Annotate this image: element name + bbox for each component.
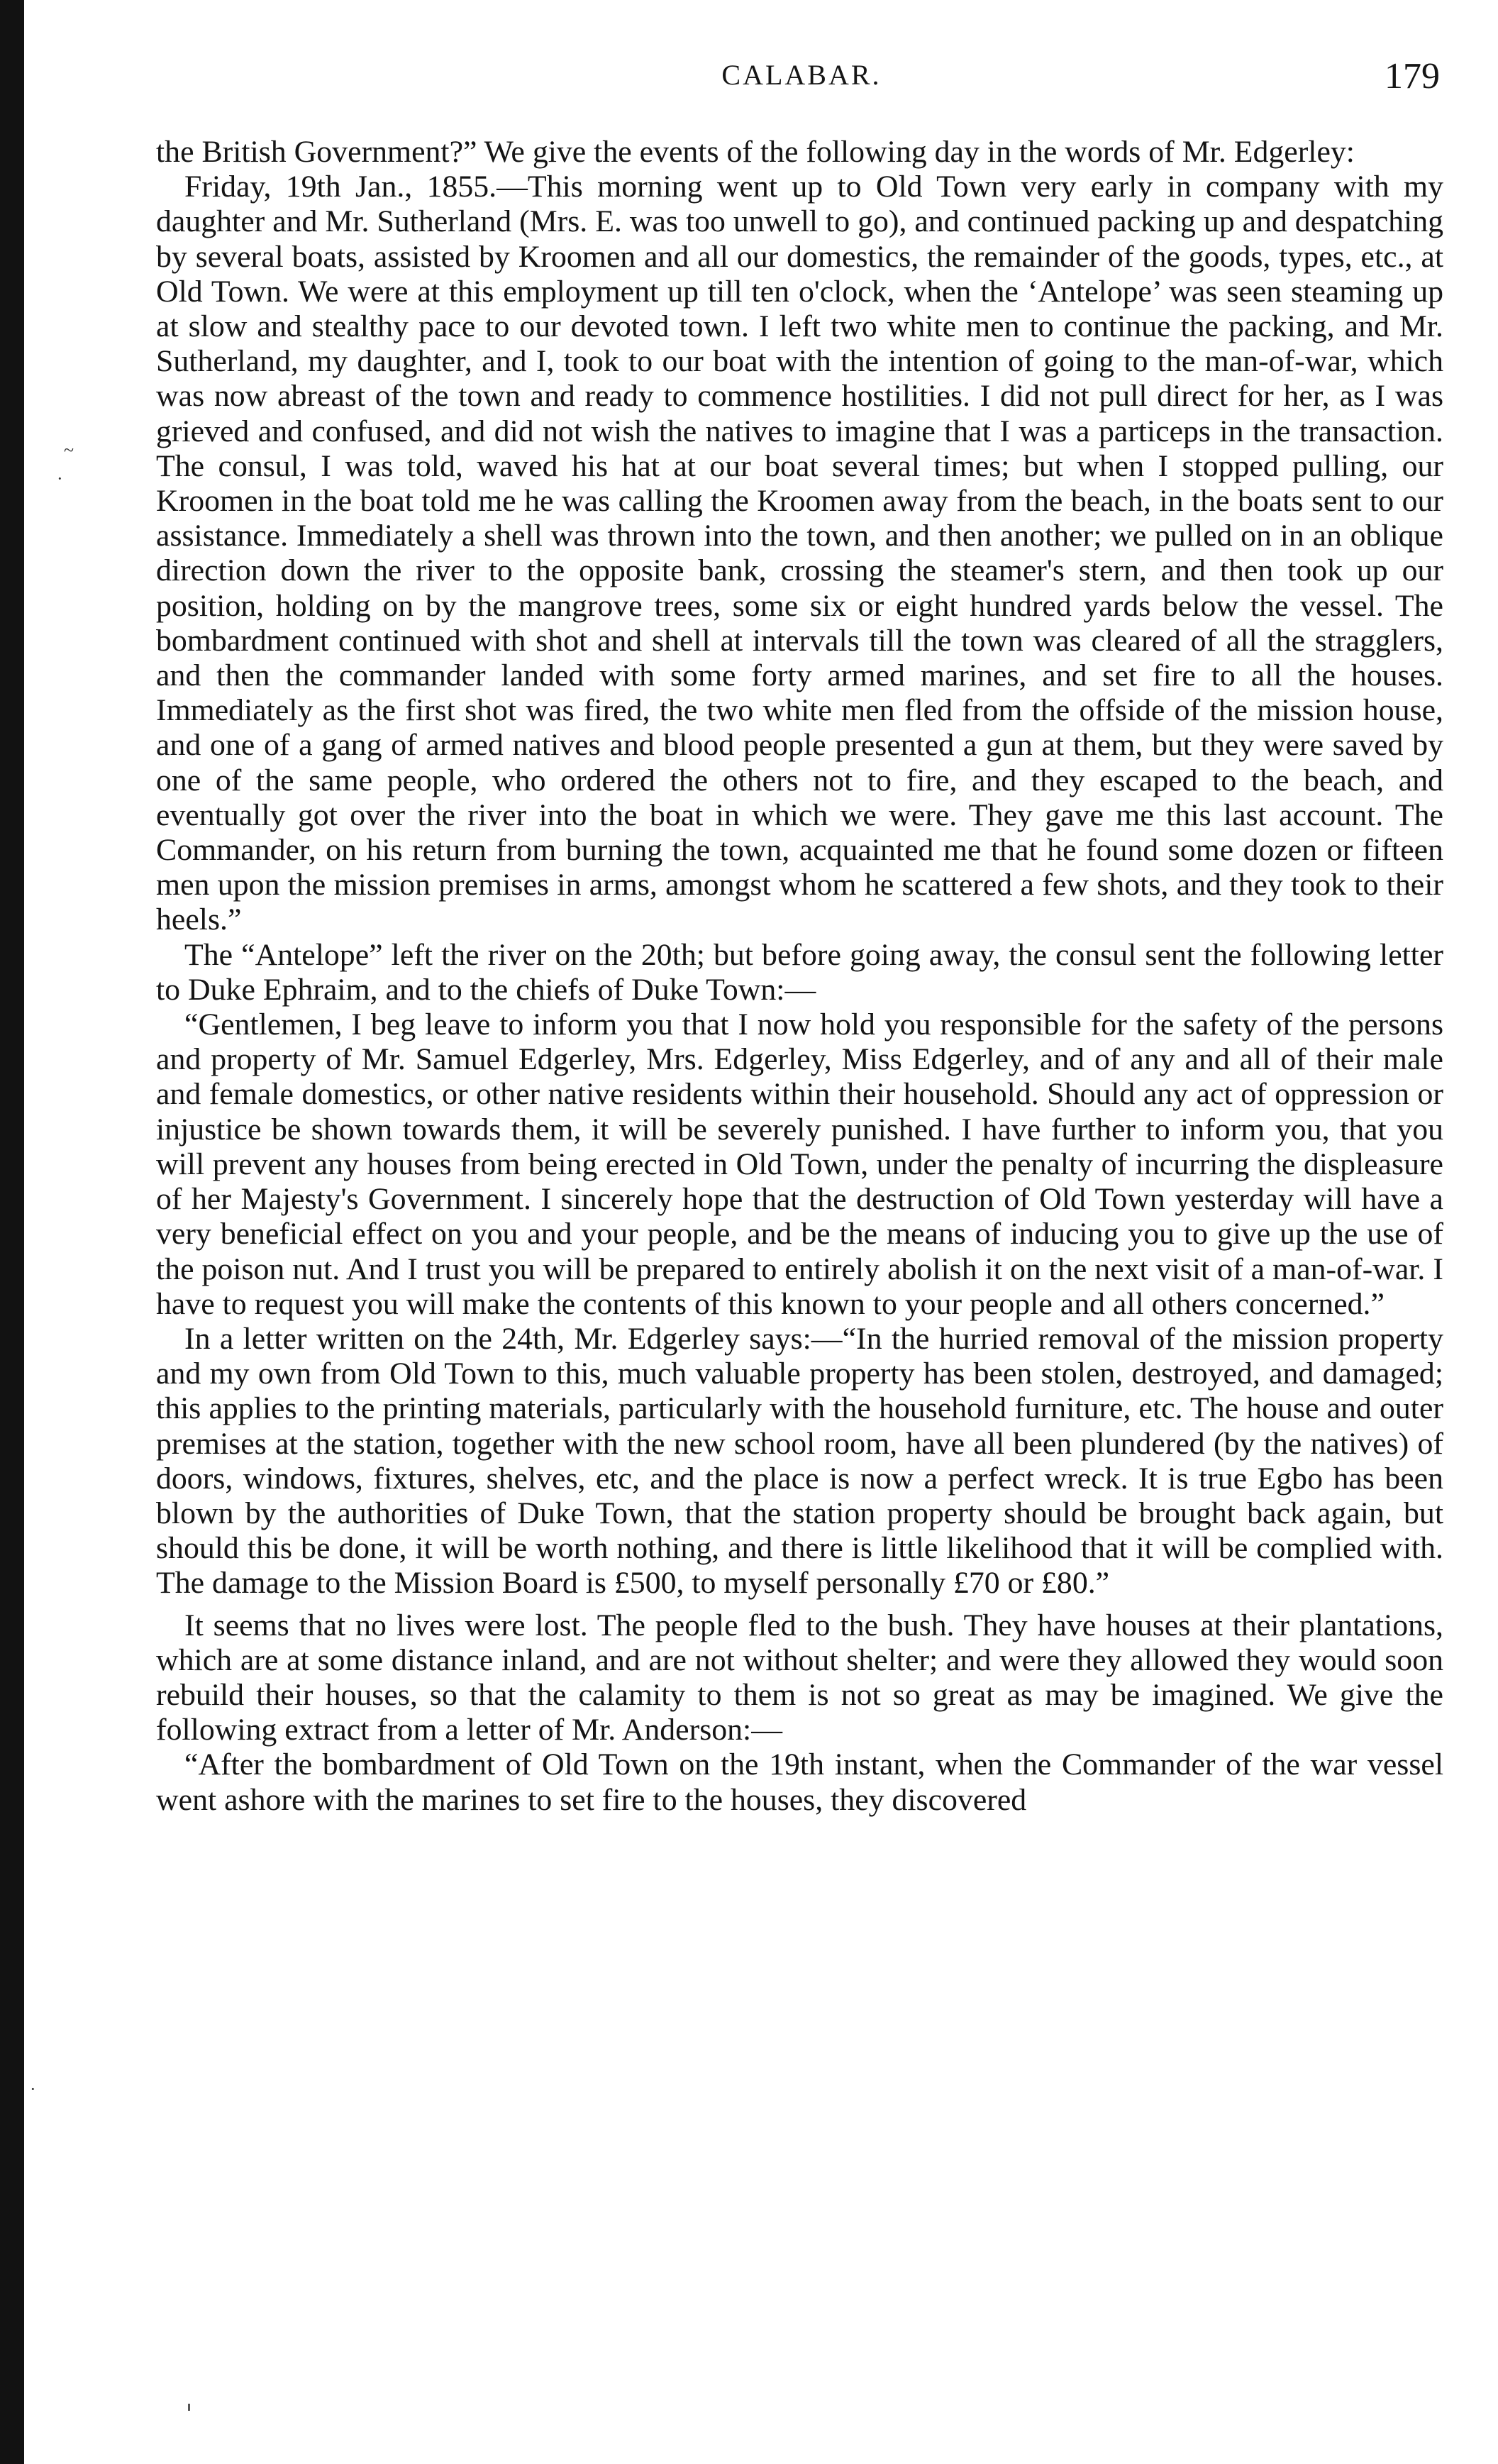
margin-mark: · (30, 2079, 36, 2099)
body-text (156, 135, 1443, 1818)
margin-mark: ~ (64, 440, 74, 460)
running-head-title: CALABAR. (721, 59, 882, 91)
running-head (163, 55, 1440, 105)
paragraph-diary-entry: Friday, 19th Jan., 1855.—This morning went up to Old Town very early in company with my daughter and Mr. Sutherland (Mrs. E. was too unwell to go), and continued packing up and despatching by several boats, assisted by Kroomen and all our domestics, the remainder of the goods, types, etc., at Old Town. We were at this employment up till ten o'clock, when the ‘Antelope’ was seen steaming up at slow and stealthy pace to our devoted town. I left two white men to continue the packing, and Mr. Sutherland, my daughter, and I, took to our boat with the intention of going to the man-of-war, which was now abreast of the town and ready to commence hostilities. I did not pull direct for her, as I was grieved and confused, and did not wish the natives to imagine that I was a particeps in the transaction. The consul, I was told, waved his hat at our boat several times; but when I stopped pulling, our Kroomen in the boat told me he was calling the Kroomen away from the beach, in the boats sent to our assistance. Immediately a shell was thrown into the town, and then another; we pulled on in an oblique direction down the river to the opposite bank, crossing the steamer's stern, and then took up our position, holding on by the mangrove trees, some six or eight hundred yards below the vessel. The bombardment continued with shot and shell at intervals till the town was cleared of all the stragglers, and then the commander landed with some forty armed marines, and set fire to all the houses. Immediately as the first shot was fired, the two white men fled from the offside of the mission house, and one of a gang of armed natives and blood people presented a gun at them, but they were saved by one of the same people, who ordered the others not to fire, and they escaped to the beach, and eventually got over the river into the boat in which we were. They gave me this last account. The Commander, on his return from burning the town, acquainted me that he found some dozen or fifteen men upon the mission premises in arms, amongst whom he scattered a few shots, and they took to their heels.” (156, 170, 1443, 937)
paragraph-intro: the British Government?” We give the events of the following day in the words of Mr. Edgerley: (156, 135, 1355, 169)
paragraph-antelope: The “Antelope” left the river on the 20th; but before going away, the consul sent the following letter to Duke Ephraim, and to the chiefs of Duke Town:— (156, 937, 1443, 1007)
page-binding-edge (0, 0, 24, 2464)
paragraph-anderson-extract: “After the bombardment of Old Town on the 19th instant, when the Commander of the war vessel went ashore with the marines to set fire to the houses, they discovered (156, 1747, 1443, 1817)
paragraph-edgerley-letter: In a letter written on the 24th, Mr. Edgerley says:—“In the hurried removal of the mission property and my own from Old Town to this, much valuable property has been stolen, destroyed, and damaged; this applies to the printing materials, particularly with the household furniture, etc. The house and outer premises at the station, together with the new school room, have all been plundered (by the natives) of doors, windows, fixtures, shelves, etc, and the place is now a perfect wreck. It is true Egbo has been blown by the authorities of Duke Town, that the station property should be brought back again, but should this be done, it will be worth nothing, and there is little likelihood that it will be complied with. The damage to the Mission Board is £500, to myself personally £70 or £80.” (156, 1321, 1443, 1601)
print-speck (188, 2404, 190, 2411)
paragraph-consul-letter: “Gentlemen, I beg leave to inform you that I now hold you responsible for the safety of the persons and property of Mr. Samuel Edgerley, Mrs. Edgerley, Miss Edgerley, and of any and all of their male and female domestics, or other native residents within their household. Should any act of oppression or injustice be shown towards them, it will be severely punished. I have further to inform you, that you will prevent any houses from being erected in Old Town, under the penalty of incurring the displeasure of her Majesty's Government. I sincerely hope that the destruction of Old Town yesterday will have a very beneficial effect on you and your people, and be the means of inducing you to give up the use of the poison nut. And I trust you will be prepared to entirely abolish it on the next visit of a man-of-war. I have to request you will make the contents of this known to your people and all others concerned.” (156, 1007, 1443, 1321)
paragraph-no-lives-lost: It seems that no lives were lost. The people fled to the bush. They have houses at their plantations, which are at some distance inland, and are not without shelter; and were they allowed they would soon rebuild their houses, so that the calamity to them is not so great as may be imagined. We give the following extract from a letter of Mr. Anderson:— (156, 1608, 1443, 1747)
page-number: 179 (1385, 56, 1440, 96)
margin-mark: · (57, 468, 63, 489)
